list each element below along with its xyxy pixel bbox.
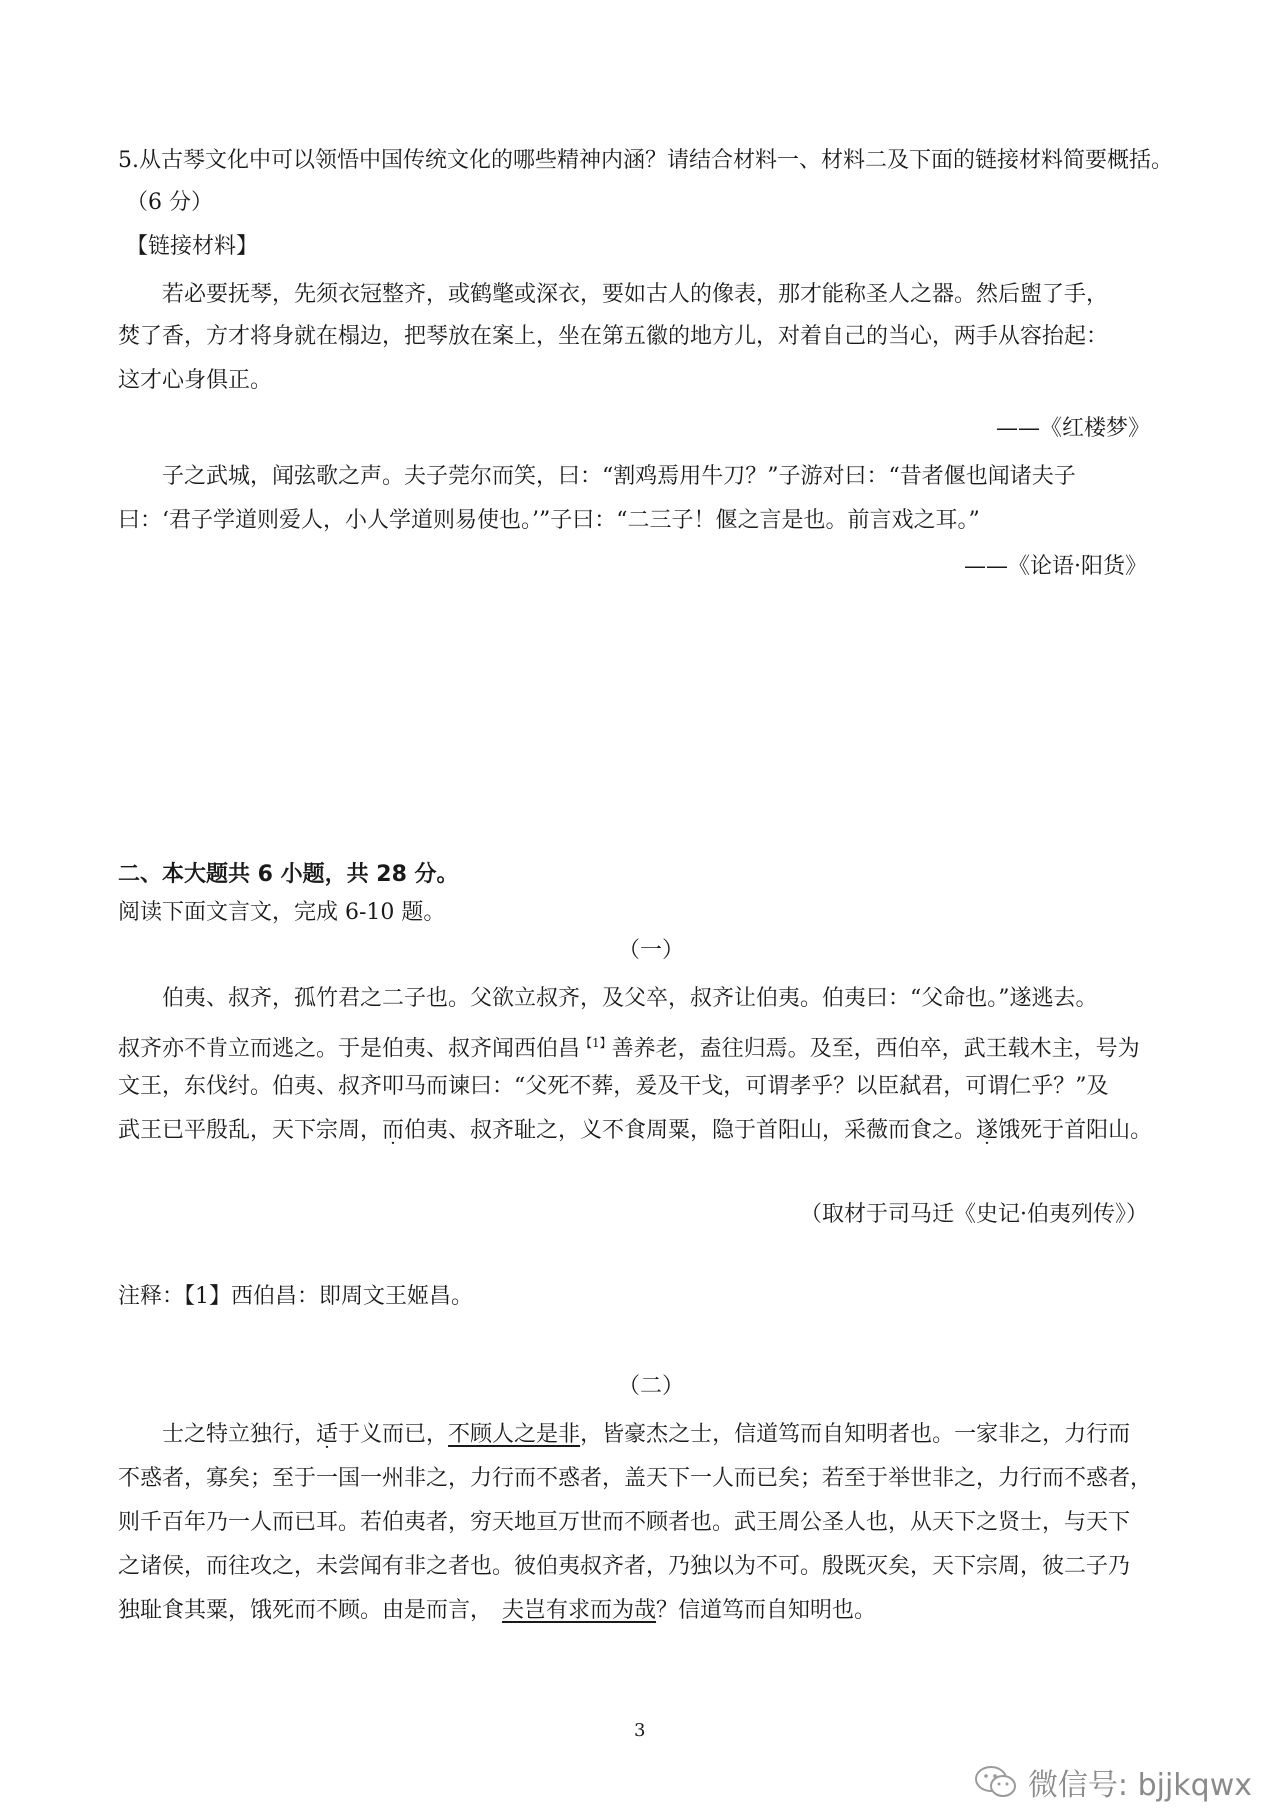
passage-2-line-5-text-b: ？信道笃而自知明也。: [656, 1598, 877, 1623]
watermark: [974, 1760, 1252, 1804]
passage-2-line-5: [118, 1596, 876, 1626]
passage-1-line-3: 文王，东伐纣。伯夷、叔齐叩马而谏曰：“父死不葬，爰及干戈，可谓孝乎？以臣弑君，可谓仁乎？”及: [118, 1074, 1109, 1099]
link-material-heading: 【链接材料】: [126, 234, 259, 259]
page-number: 3: [634, 1720, 646, 1741]
underlined-phrase-2: 夫岂有求而为哉: [502, 1598, 657, 1623]
part-2-title: （二）: [618, 1374, 685, 1399]
underlined-phrase-1: 不顾人之是非: [448, 1422, 581, 1447]
passage-2-line-1: [162, 1420, 1130, 1450]
question-5-stem: 5.从古琴文化中可以领悟中国传统文化的哪些精神内涵？请结合材料一、材料二及下面的链接材料简要概括。: [118, 148, 1173, 173]
hongloumeng-line-2: 焚了香，方才将身就在榻边，把琴放在案上，坐在第五徽的地方儿，对着自己的当心，两手从容抬起：: [118, 324, 1109, 349]
passage-1-line-4-text-a: 武王已平殷乱，天下宗周，: [118, 1118, 383, 1143]
passage-2-line-1-text-b: 于义而已，: [338, 1422, 449, 1447]
lunyu-line-2: 曰：‘君子学道则爱人，小人学道则易使也。’”子曰：“二三子！偃之言是也。前言戏之耳。”: [118, 508, 980, 533]
passage-1-line-2-text-b: 善养老，盍往归焉。及至，西伯卒，武王载木主，号为: [611, 1036, 1140, 1062]
lunyu-source: ——《论语·阳货》: [964, 554, 1147, 579]
question-5-points: （6 分）: [126, 190, 213, 215]
passage-1-source: （取材于司马迁《史记·伯夷列传》）: [800, 1202, 1148, 1227]
dotted-char-sui: 遂: [976, 1118, 999, 1143]
section-2-heading: 二、本大题共 6 小题，共 28 分。: [118, 862, 459, 887]
hongloumeng-line-3: 这才心身俱正。: [118, 368, 273, 393]
passage-2-line-4: 之诸侯，而往攻之，未尝闻有非之者也。彼伯夷叔齐者，乃独以为不可。殷既灭矣，天下宗周，彼二子乃: [118, 1554, 1131, 1579]
dotted-char-shi: 适: [316, 1422, 339, 1447]
passage-1-line-4: [118, 1116, 1152, 1146]
passage-1-line-1: 伯夷、叔齐，孤竹君之二子也。父欲立叔齐，及父卒，叔齐让伯夷。伯夷曰：“父命也。”遂逃去。: [162, 986, 1098, 1011]
hongloumeng-source: ——《红楼梦》: [996, 416, 1151, 441]
dotted-char-er: 而: [382, 1118, 405, 1143]
wechat-icon: [974, 1765, 1018, 1799]
watermark-text: 微信号: bjjkqwx: [1027, 1768, 1252, 1803]
passage-1-line-2: [118, 1028, 1140, 1064]
hongloumeng-line-1: 若必要抚琴，先须衣冠整齐，或鹤氅或深衣，要如古人的像表，那才能称圣人之器。然后盥了手，: [162, 282, 1109, 307]
lunyu-line-1: 子之武城，闻弦歌之声。夫子莞尔而笑，曰：“割鸡焉用牛刀？”子游对曰：“昔者偃也闻诸夫子: [162, 464, 1076, 489]
passage-2-line-5-text-a: 独耻食其粟，饿死而不顾。由是而言，: [118, 1598, 493, 1623]
annotation-note: 注释：【1】西伯昌：即周文王姬昌。: [118, 1284, 473, 1309]
passage-1-line-4-text-c: 饿死于首阳山。: [998, 1118, 1153, 1143]
passage-2-line-1-text-a: 士之特立独行，: [162, 1422, 317, 1447]
passage-2-line-3: 则千百年乃一人而已耳。若伯夷者，穷天地亘万世而不顾者也。武王周公圣人也，从天下之贤士，与天下: [118, 1510, 1131, 1535]
passage-1-line-2-text-a: 叔齐亦不肯立而逃之。于是伯夷、叔齐闻西伯昌: [118, 1036, 581, 1062]
passage-2-line-2: 不惑者，寡矣；至于一国一州非之，力行而不惑者，盖天下一人而已矣；若至于举世非之，力行而不惑者，: [118, 1466, 1153, 1491]
section-2-instruction: 阅读下面文言文，完成 6-10 题。: [118, 900, 446, 925]
passage-2-line-1-text-c: ，皆豪杰之士，信道笃而自知明者也。一家非之，力行而: [580, 1422, 1131, 1447]
passage-1-line-4-text-b: 伯夷、叔齐耻之，义不食周粟，隐于首阳山，采薇而食之。: [404, 1118, 977, 1143]
part-1-title: （一）: [618, 938, 685, 963]
footnote-marker-1: 【1】: [580, 1036, 612, 1050]
